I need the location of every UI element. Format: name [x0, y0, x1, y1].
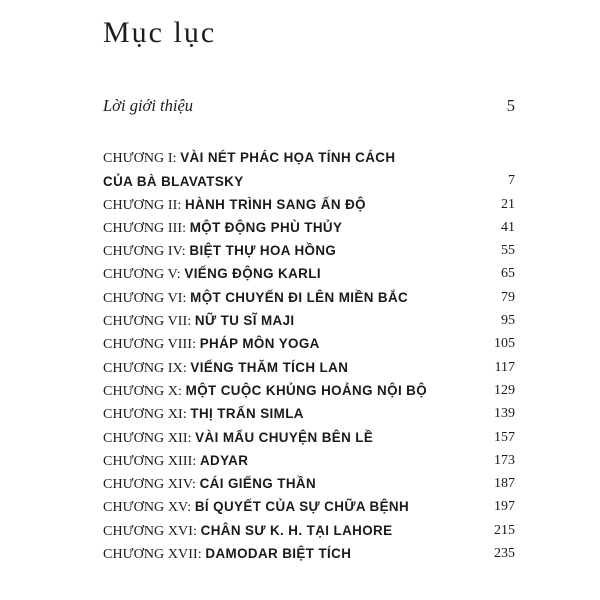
toc-entry[interactable] — [103, 356, 515, 379]
chapter-title: NỮ TU SĨ MAJI — [194, 313, 295, 329]
chapter-page-number: 79 — [501, 289, 515, 305]
chapter-title: CÁI GIẾNG THẦN — [199, 476, 317, 492]
toc-entry[interactable] — [103, 542, 515, 565]
toc-entry[interactable] — [103, 309, 515, 332]
intro-label: Lời giới thiệu — [103, 96, 194, 115]
chapter-label: CHƯƠNG XIV: — [103, 477, 200, 493]
chapter-title: MỘT CHUYẾN ĐI LÊN MIỀN BẮC — [190, 289, 409, 305]
chapter-label: CHƯƠNG IV: — [103, 244, 190, 260]
toc-entry[interactable] — [103, 262, 515, 285]
chapter-label: CHƯƠNG IX: — [103, 360, 191, 376]
chapter-page-number: 65 — [501, 266, 515, 282]
chapter-page-number: 157 — [494, 429, 515, 445]
chapter-label: CHƯƠNG VI: — [103, 290, 191, 306]
chapter-label: CHƯƠNG VII: — [103, 314, 195, 330]
toc-entry[interactable] — [103, 286, 515, 309]
chapter-label: CHƯƠNG XIII: — [103, 453, 200, 469]
toc-entry[interactable] — [103, 239, 515, 262]
toc-entry[interactable] — [103, 402, 515, 425]
toc-entry[interactable] — [103, 472, 515, 495]
chapter-label: CHƯƠNG XV: — [103, 500, 195, 516]
page-title: Mục lục — [103, 16, 217, 49]
chapter-page-number: 215 — [494, 522, 515, 538]
chapter-label: CHƯƠNG V: — [103, 267, 185, 283]
toc-entry[interactable] — [103, 216, 515, 239]
chapter-title: VIẾNG ĐỘNG KARLI — [184, 266, 321, 282]
table-of-contents — [103, 146, 515, 565]
toc-entry[interactable] — [103, 519, 515, 542]
chapter-label: CHƯƠNG XII: — [103, 430, 196, 446]
toc-entry[interactable] — [103, 495, 515, 518]
chapter-label: CHƯƠNG XI: — [103, 407, 191, 423]
chapter-page-number: 7 — [508, 173, 515, 189]
chapter-title: VIẾNG THĂM TÍCH LAN — [190, 359, 349, 375]
toc-entry[interactable] — [103, 193, 515, 216]
chapter-title: THỊ TRẤN SIMLA — [190, 406, 304, 422]
chapter-page-number: 129 — [494, 382, 515, 398]
toc-entry[interactable] — [103, 146, 515, 193]
chapter-label: CHƯƠNG II: — [103, 197, 185, 213]
chapter-page-number: 139 — [494, 406, 515, 422]
toc-entry[interactable] — [103, 449, 515, 472]
chapter-label: CHƯƠNG VIII: — [103, 337, 200, 353]
chapter-title: VÀI MẨU CHUYỆN BÊN LỀ — [195, 429, 374, 445]
chapter-page-number: 21 — [501, 196, 515, 212]
chapter-label: CHƯƠNG III: — [103, 220, 190, 236]
chapter-title: PHÁP MÔN YOGA — [199, 336, 320, 352]
chapter-title: BÍ QUYẾT CỦA SỰ CHỮA BỆNH — [194, 499, 410, 515]
chapter-page-number: 95 — [501, 313, 515, 329]
chapter-title: MỘT ĐỘNG PHÙ THỦY — [189, 219, 343, 235]
toc-entry[interactable] — [103, 332, 515, 355]
chapter-page-number: 187 — [494, 476, 515, 492]
chapter-title: CHÂN SƯ K. H. TẠI LAHORE — [200, 522, 393, 538]
chapter-title-continued: CỦA BÀ BLAVATSKY — [103, 174, 244, 190]
chapter-label: CHƯƠNG XVI: — [103, 523, 201, 539]
toc-entry-introduction[interactable] — [103, 96, 515, 116]
chapter-title: VÀI NÉT PHÁC HỌA TÍNH CÁCH — [180, 150, 396, 165]
chapter-title: DAMODAR BIỆT TÍCH — [205, 546, 352, 562]
chapter-title: BIỆT THỰ HOA HỒNG — [189, 243, 337, 259]
chapter-page-number: 55 — [501, 243, 515, 259]
chapter-page-number: 173 — [494, 452, 515, 468]
chapter-title: ADYAR — [199, 452, 249, 468]
chapter-label: CHƯƠNG X: — [103, 383, 186, 399]
chapter-title: MỘT CUỘC KHỦNG HOẢNG NỘI BỘ — [185, 382, 428, 398]
chapter-page-number: 105 — [494, 336, 515, 352]
chapter-label: CHƯƠNG I: — [103, 151, 181, 166]
chapter-page-number: 41 — [501, 219, 515, 235]
toc-entry[interactable] — [103, 426, 515, 449]
chapter-page-number: 117 — [494, 359, 515, 375]
chapter-title: HÀNH TRÌNH SANG ẤN ĐỘ — [184, 196, 366, 212]
intro-page-number: 5 — [506, 96, 515, 115]
chapter-page-number: 197 — [494, 499, 515, 515]
toc-entry[interactable] — [103, 379, 515, 402]
chapter-page-number: 235 — [494, 546, 515, 562]
chapter-label: CHƯƠNG XVII: — [103, 547, 206, 563]
